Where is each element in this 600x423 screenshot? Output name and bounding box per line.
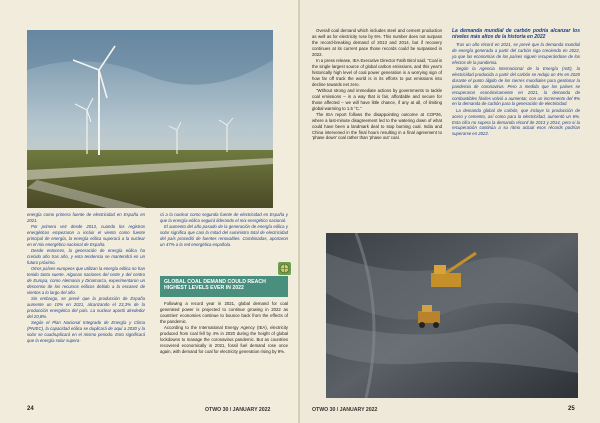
paragraph: energía como primera fuente de electricidad en España en 2021. [27,212,145,223]
coal-mine-photo [326,233,578,398]
globe-icon-graphic [278,262,291,275]
paragraph: Según la Agencia Internacional de la Energía (AIE), la electricidad producida a partir del carbón se redujo un 4% en 2020 durante el punto álgido de los cierres mundiales para gestionar la pandemia de coronavirus. Pero a medida que los países se recuperaron económicamente en 2021, la demanda de combustibles fósiles volvió a aumentar, con un incremento del 9% en la demanda de carbón para la generación de electricidad. [452,66,580,107]
wind-farm-photo [27,30,273,208]
paragraph: rá a la nuclear como segunda fuente de electricidad en España y que la energía eólica seguirá liderando el mix energético nacional. [160,212,288,223]
right-col2-spanish [452,28,580,138]
section-heading: GLOBAL COAL DEMAND COULD REACH HIGHEST LEVELS EVER IN 2022 [160,276,288,297]
wind-farm-illustration [27,30,273,208]
page-number-right: 25 [568,406,575,412]
right-col1 [312,28,442,142]
globe-icon [278,262,291,275]
paragraph: El aumento del año pasado de la generación de energía eólica y solar significa que casi la mitad del suministro total de electricidad del país procedió de fuentes renovables. Combinadas, aportaron un 47% a la red energética española. [160,224,288,247]
paragraph: Desde entonces, la generación de energía eólica ha crecido año tras año, y esta tendencia se mantendrá en un futuro próximo. [27,248,145,266]
paragraph: Following a record year in 2021, global demand for coal generated power is projected to continue growing in 2022 as countries' economies continue to bounce back from the effects of the pandemic. [160,301,288,324]
paragraph: Overall coal demand which includes steel and cement production as well as for electricity rose by 6%. This number does not surpass the record-breaking demand of 2013 and 2014, but if recovery continues at its current pace those records could be surpassed in 2022. [312,28,442,57]
paragraph: Tras un año récord en 2021, se prevé que la demanda mundial de energía generada a partir del carbón siga creciendo en 2022, ya que las economías de los países siguen recuperándose de los efectos de la pandemia. [452,42,580,65]
spanish-heading: La demanda mundial de carbón podría alcanzar los niveles más altos de la historia en 2022 [452,28,580,40]
footer-left: OTWO 30 / JANUARY 2022 [205,407,271,413]
left-col2-english [160,301,288,355]
paragraph: In a press release, IEA Executive Director Fatih Birol said, "Coal is the single largest source of global carbon emissions, and this year's historically high level of coal power generation is a worrying sign of how far off track the world is in its efforts to put emissions into decline towards net zero. [312,57,442,87]
paragraph: Según el Plan Nacional Integrado de Energía y Clima (PNIEC), la capacidad eólica se duplicará de aquí a 2030 y la solar se cuadruplicará en el mismo periodo. Esto significará que la energía solar supera- [27,320,145,343]
paragraph: Otros países europeos que utilizan la energía eólica no han tenido tanta suerte. Algunas naciones del norte y del centro de Europa, como Alemania y Dinamarca, experimentaron un descenso de los recursos eólicos debido a la escasez de vientos a lo largo del año. [27,266,145,295]
right-page [300,0,600,423]
left-col1 [27,212,145,344]
coal-mine-illustration [326,233,578,398]
paragraph: Por primera vez desde 2013, cuando los registros energéticos empezaron a incluir el viento como fuente principal de energía, la energía eólica superará a la nuclear en el mix energético nacional de España. [27,224,145,247]
left-col2-spanish [160,212,288,248]
paragraph: Sin embargo, se prevé que la producción de España aumente un 10% en 2021, alcanzando el 23,3% de la producción energética del país. La nuclear aportó alrededor del 20,8%. [27,296,145,319]
page-number-left: 24 [27,406,34,412]
footer-right: OTWO 30 / JANUARY 2022 [312,407,378,413]
paragraph: "Without strong and immediate actions by governments to tackle coal emissions – in a way that is fair, affordable and secure for those affected – we will have little chance, if any at all, of limiting global warming to 1.5 °C." [312,87,442,111]
paragraph: La demanda global de carbón, que incluye la producción de acero y cemento, así como para la electricidad, aumentó un 6%. Esta cifra no supera la demanda récord de 2013 y 2014, pero si la recuperación continúa a su ritmo actual esos récords podrían superarse en 2022. [452,107,580,137]
paragraph: According to the International Energy Agency (IEA), electricity produced from coal fell by 4% in 2020 during the height of global lockdowns to manage the coronavirus pandemic. But as countries recovered economically in 2021, fossil fuel demand rose once again, with demand for coal for electricity generation rising by 9%. [160,325,288,354]
paragraph: The IEA report follows the disappointing outcome at COP26, where a last-minute disagreement led to the watering down of what could have been a landmark deal to stop burning coal. India and China intervened in the final hours resulting in a final agreement to 'phase down' coal rather than 'phase out' coal. [312,111,442,141]
